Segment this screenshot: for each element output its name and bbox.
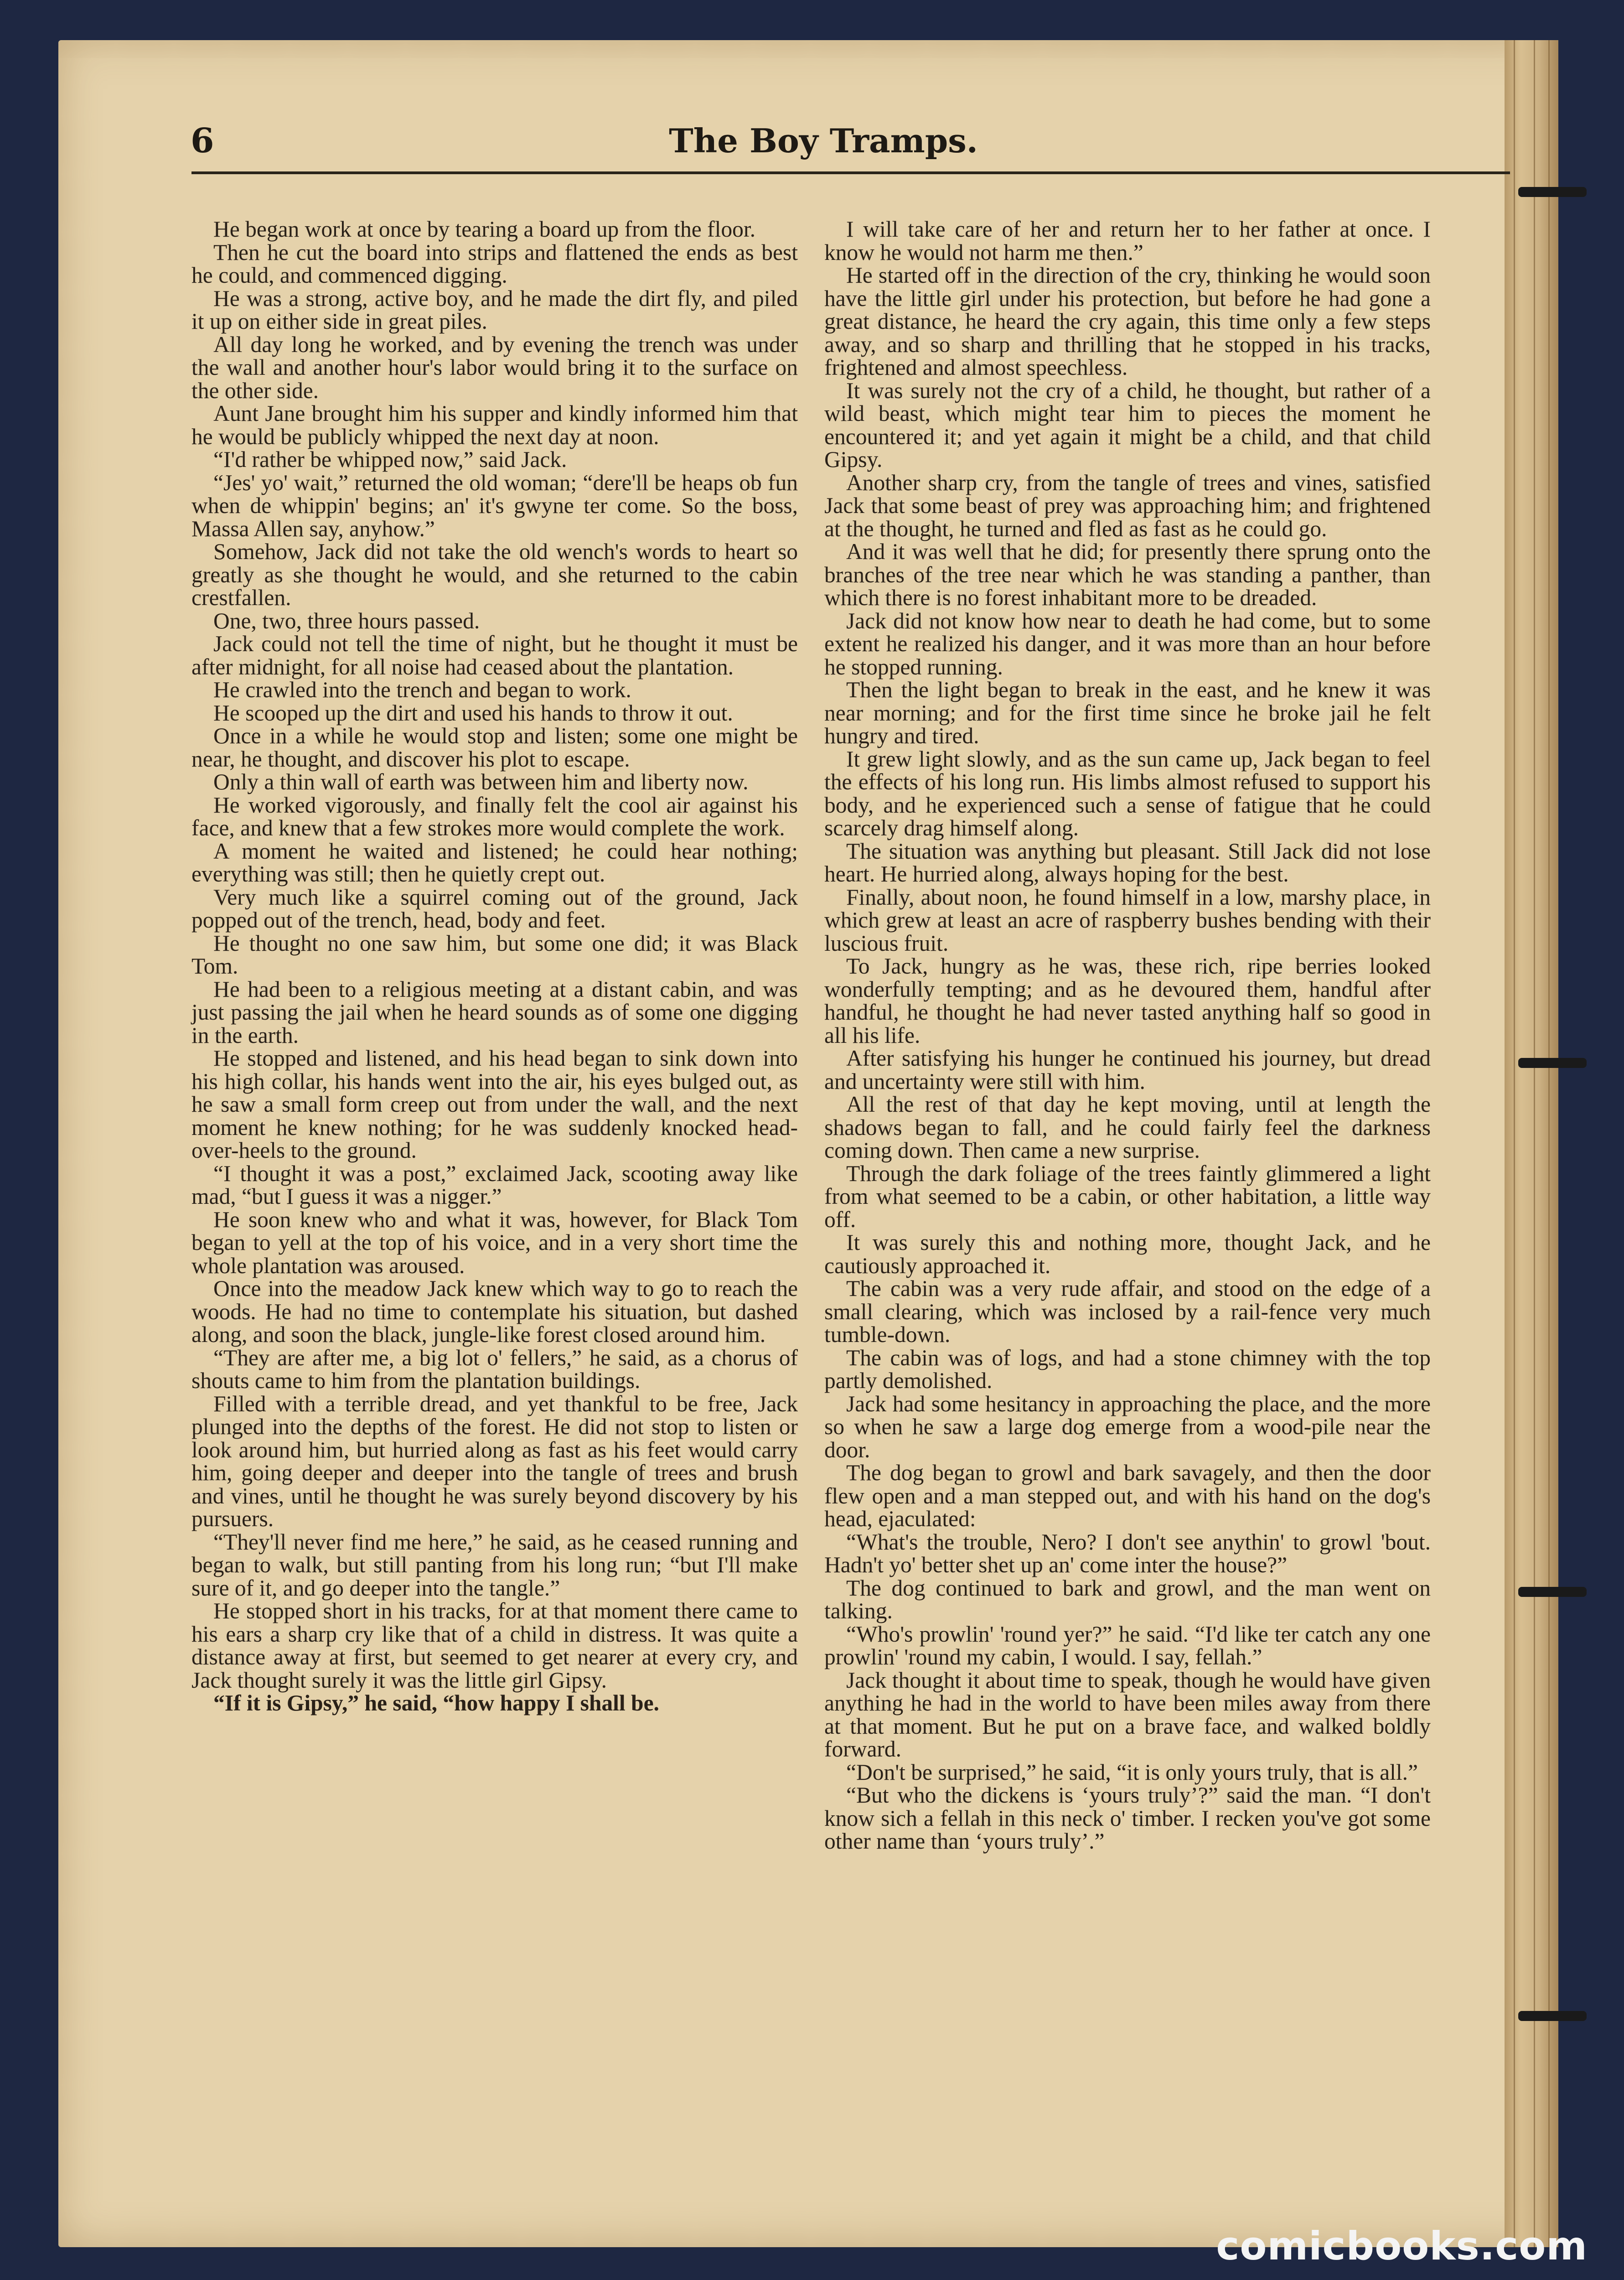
- binding-staple: [1518, 1587, 1587, 1597]
- paragraph: Then he cut the board into strips and flattened the ends as best he could, and commenced digging.: [191, 239, 798, 288]
- paragraph: All the rest of that day he kept moving, until at length the shadows began to fall, and he could fairly feel the darkness coming down. Then came a new surprise.: [824, 1092, 1431, 1163]
- paragraph: “Who's prowlin' 'round yer?” he said. “I'd like ter catch any one prowlin' 'round my cabin, I would. I say, fellah.”: [824, 1621, 1431, 1669]
- paragraph: Once in a while he would stop and listen; some one might be near, he thought, and discover his plot to escape.: [191, 723, 798, 772]
- binding-staple: [1518, 187, 1587, 197]
- paragraph: I will take care of her and return her to her father at once. I know he would not harm me then.”: [824, 217, 1431, 265]
- paragraph: Only a thin wall of earth was between him and liberty now.: [213, 769, 749, 794]
- paragraph: Then the light began to break in the east, and he knew it was near morning; and for the first time since he broke jail he felt hungry and tired.: [824, 677, 1431, 748]
- paragraph: Jack could not tell the time of night, but he thought it must be after midnight, for all noise had ceased about the plantation.: [191, 631, 798, 679]
- paragraph: “What's the trouble, Nero? I don't see anythin' to growl 'bout. Hadn't yo' better shet up an' come inter the house?”: [824, 1529, 1431, 1577]
- paragraph: “Don't be surprised,” he said, “it is only yours truly, that is all.”: [846, 1759, 1418, 1785]
- paragraph: One, two, three hours passed.: [213, 608, 480, 633]
- header-rule: [191, 171, 1510, 174]
- paragraph: Once into the meadow Jack knew which way to go to reach the woods. He had no time to contemplate his situation, but dashed along, and soon the black, jungle-like forest closed around him.: [191, 1276, 798, 1347]
- paragraph: “If it is Gipsy,” he said, “how happy I shall be.: [213, 1690, 659, 1715]
- paragraph: He worked vigorously, and finally felt the cool air against his face, and knew that a few strokes more would complete the work.: [191, 792, 798, 840]
- spine-binding: [1505, 40, 1558, 2247]
- paragraph: To Jack, hungry as he was, these rich, ripe berries looked wonderfully tempting; and as he devoured them, handful after handful, he thought he had never tasted anything half so good in all his life.: [824, 953, 1431, 1048]
- paragraph: Jack had some hesitancy in approaching the place, and the more so when he saw a large dog emerge from a wood-pile near the door.: [824, 1391, 1431, 1462]
- paragraph: After satisfying his hunger he continued his journey, but dread and uncertainty were still with him.: [824, 1046, 1431, 1094]
- paragraph: Through the dark foliage of the trees faintly glimmered a light from what seemed to be a cabin, or other habitation, a little way off.: [824, 1161, 1431, 1232]
- paragraph: “They'll never find me here,” he said, as he ceased running and began to walk, but still panting from his long run; “but I'll make sure of it, and go deeper into the tangle.”: [191, 1529, 798, 1601]
- paragraph: It grew light slowly, and as the sun came up, Jack began to feel the effects of his long run. His limbs almost refused to support his body, and he experienced such a sense of fatigue that he could scarcely drag himself along.: [824, 746, 1431, 840]
- paragraph: The dog continued to bark and growl, and the man went on talking.: [824, 1575, 1431, 1623]
- paragraph: He had been to a religious meeting at a distant cabin, and was just passing the jail when he heard sounds as of some one digging in the earth.: [191, 976, 798, 1048]
- paragraph: Finally, about noon, he found himself in a low, marshy place, in which grew at least an acre of raspberry bushes bending with their luscious fruit.: [824, 884, 1431, 956]
- paragraph: The cabin was a very rude affair, and stood on the edge of a small clearing, which was inclosed by a rail-fence very much tumble-down.: [824, 1276, 1431, 1347]
- paragraph: Jack thought it about time to speak, though he would have given anything he had in the world to have been miles away from there at that moment. But he put on a brave face, and walked boldly forward.: [824, 1667, 1431, 1762]
- paragraph: A moment he waited and listened; he could hear nothing; everything was still; then he quietly crept out.: [191, 838, 798, 886]
- paragraph: He stopped and listened, and his head began to sink down into his high collar, his hands went into the air, his eyes bulged out, as he saw a small form creep out from under the wall, and the next moment he knew nothing; for he was suddenly knocked head-over-heels to the ground.: [191, 1046, 798, 1163]
- paragraph: Jack did not know how near to death he had come, but to some extent he realized his danger, and it was more than an hour before he stopped running.: [824, 608, 1431, 679]
- paragraph: Another sharp cry, from the tangle of trees and vines, satisfied Jack that some beast of prey was approaching him; and frightened at the thought, he turned and fled as fast as he could go.: [824, 470, 1431, 541]
- paragraph: It was surely this and nothing more, thought Jack, and he cautiously approached it.: [824, 1230, 1431, 1278]
- paragraph: “I'd rather be whipped now,” said Jack.: [213, 447, 567, 472]
- paragraph: He thought no one saw him, but some one did; it was Black Tom.: [191, 930, 798, 979]
- paragraph: The cabin was of logs, and had a stone chimney with the top partly demolished.: [824, 1345, 1431, 1393]
- paragraph: Filled with a terrible dread, and yet thankful to be free, Jack plunged into the depths of the forest. He did not stop to listen or look around him, but hurried along as fast as his feet would carry him, going deeper and deeper into the tangle of trees and brush and vines, until he thought he was surely beyond discovery by his pursuers.: [191, 1391, 798, 1531]
- running-title: The Boy Tramps.: [669, 121, 978, 160]
- page-header: [137, 114, 1510, 192]
- paragraph: Very much like a squirrel coming out of the ground, Jack popped out of the trench, head, body and feet.: [191, 884, 798, 933]
- binding-staple: [1518, 2011, 1587, 2021]
- page-number: 6: [191, 121, 214, 161]
- paragraph: Somehow, Jack did not take the old wench's words to heart so greatly as she thought he would, and she returned to the cabin crestfallen.: [191, 539, 798, 610]
- paragraph: He crawled into the trench and began to work.: [213, 677, 631, 702]
- paragraph: “I thought it was a post,” exclaimed Jack, scooting away like mad, “but I guess it was a nigger.”: [191, 1161, 798, 1209]
- paragraph: The situation was anything but pleasant. Still Jack did not lose heart. He hurried along, always hoping for the best.: [824, 838, 1431, 886]
- watermark-text: comicbooks.com: [1216, 2223, 1588, 2269]
- paragraph: “But who the dickens is ‘yours truly’?” said the man. “I don't know sich a fellah in this neck o' timber. I recken you've got some other name than ‘yours truly’.”: [824, 1783, 1431, 1854]
- paragraph: And it was well that he did; for presently there sprung onto the branches of the tree near which he was standing a panther, than which there is no forest inhabitant more to be dreaded.: [824, 539, 1431, 610]
- paragraph: The dog began to growl and bark savagely, and then the door flew open and a man stepped out, and with his hand on the dog's head, ejaculated:: [824, 1460, 1431, 1531]
- paragraph: He began work at once by tearing a board up from the floor.: [213, 217, 755, 242]
- paragraph: “Jes' yo' wait,” returned the old woman; “dere'll be heaps ob fun when de whippin' begins; an' it's gwyne ter come. So the boss, Massa Allen say, anyhow.”: [191, 470, 798, 541]
- paragraph: Aunt Jane brought him his supper and kindly informed him that he would be publicly whipped the next day at noon.: [191, 401, 798, 449]
- paragraph: “They are after me, a big lot o' fellers,” he said, as a chorus of shouts came to him from the plantation buildings.: [191, 1345, 798, 1393]
- paragraph: He stopped short in his tracks, for at that moment there came to his ears a sharp cry like that of a child in distress. It was quite a distance away at first, but seemed to get nearer at every cry, and Jack thought surely it was the little girl Gipsy.: [191, 1598, 798, 1693]
- paragraph: He soon knew who and what it was, however, for Black Tom began to yell at the top of his voice, and in a very short time the whole plantation was aroused.: [191, 1207, 798, 1278]
- paragraph: He was a strong, active boy, and he made the dirt fly, and piled it up on either side in great piles.: [191, 285, 798, 334]
- paragraph: He started off in the direction of the cry, thinking he would soon have the little girl under his protection, but before he had gone a great distance, he heard the cry again, this time only a few steps away, and so sharp and thrilling that he stopped in his tracks, frightened and almost speechless.: [824, 263, 1431, 380]
- left-column: [191, 218, 798, 1715]
- paragraph: All day long he worked, and by evening the trench was under the wall and another hour's labor would bring it to the surface on the other side.: [191, 332, 798, 403]
- binding-staple: [1518, 1058, 1587, 1068]
- paragraph: It was surely not the cry of a child, he thought, but rather of a wild beast, which might tear him to pieces the moment he encountered it; and yet again it might be a child, and that child Gipsy.: [824, 378, 1431, 472]
- paragraph: He scooped up the dirt and used his hands to throw it out.: [213, 700, 733, 725]
- right-column: [824, 218, 1431, 1853]
